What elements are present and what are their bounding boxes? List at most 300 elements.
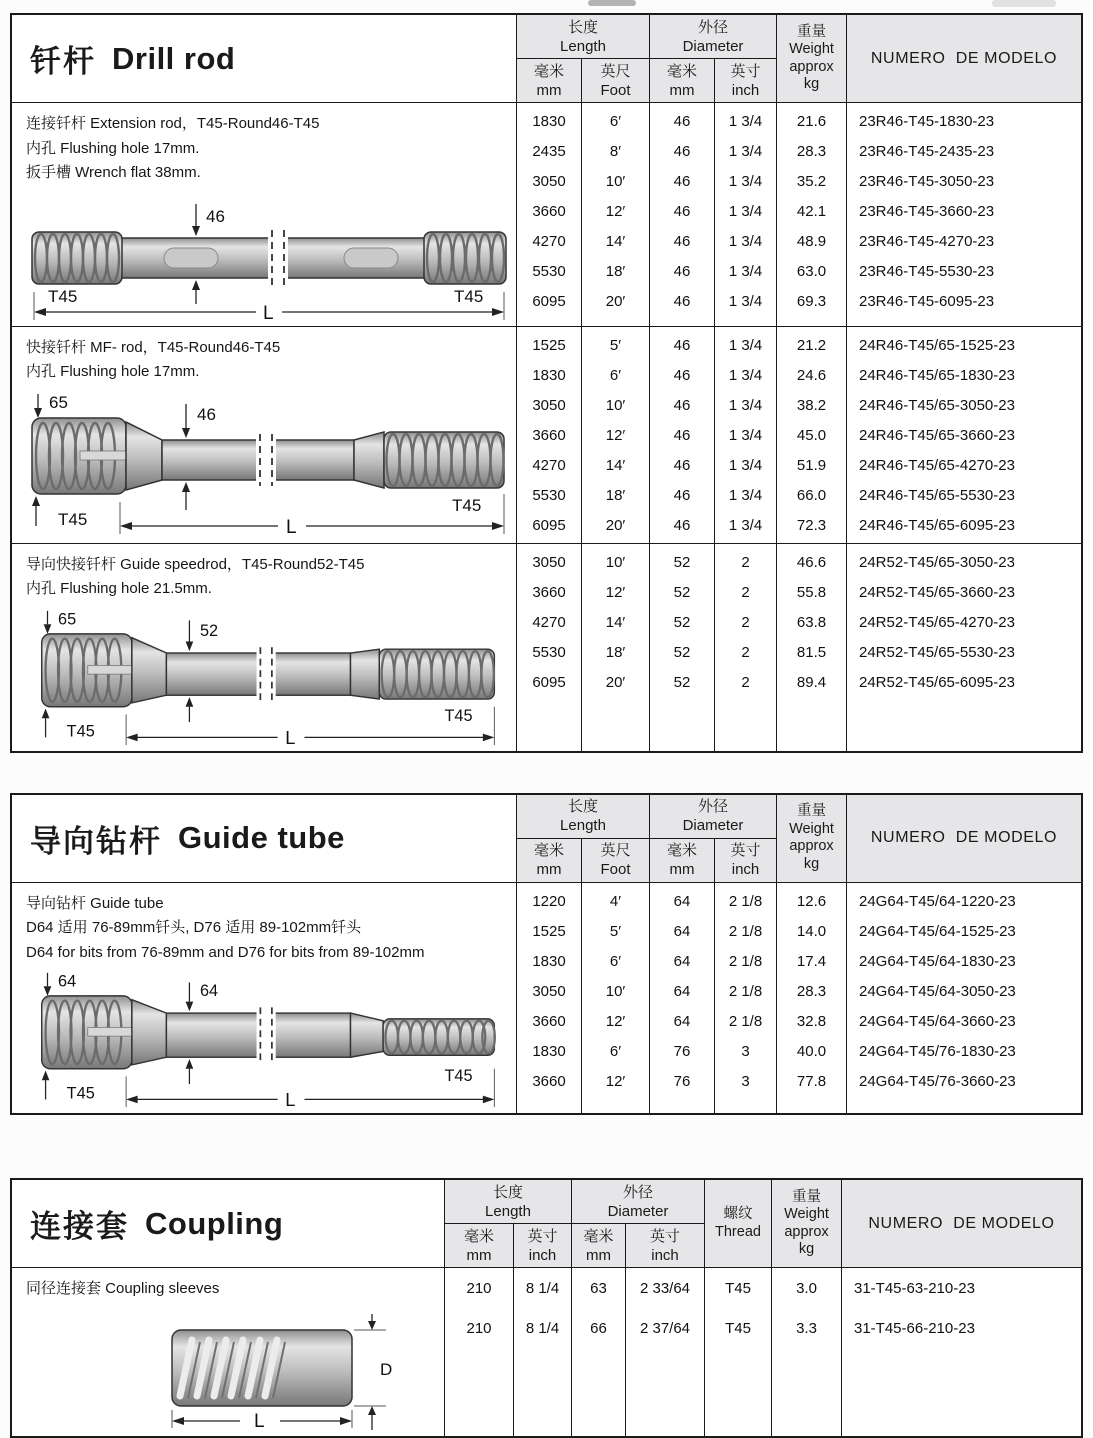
foot-subheader: [582, 59, 649, 102]
length-dimension: [126, 706, 494, 747]
value-cell: 14′: [605, 613, 626, 631]
guide-tube-description: [12, 883, 517, 1114]
outer-dimension: [34, 393, 68, 418]
data-column: [582, 103, 650, 326]
model-number-cell: 24G64-T45/76-1830-23: [859, 1042, 1016, 1060]
left-thread: [32, 232, 122, 284]
value-cell: 10′: [605, 173, 626, 190]
value-cell: 46: [673, 486, 691, 504]
length-dimension: [34, 292, 504, 324]
diameter-column-group: [572, 1180, 705, 1267]
mf-rod-block: [12, 327, 1081, 544]
value-cell: 6′: [609, 113, 622, 130]
value-cell: 64: [673, 892, 691, 910]
speedrod-block: [12, 544, 1081, 751]
drill-rod-header: [12, 15, 1081, 103]
value-cell: 76: [673, 1042, 691, 1060]
length-label-zh: 长度: [567, 18, 598, 36]
dia-dim-label: 52: [199, 621, 219, 640]
data-column: [650, 103, 715, 326]
value-cell: T45: [725, 1280, 751, 1297]
value-cell: 6′: [609, 1042, 622, 1060]
value-cell: 20′: [605, 293, 626, 310]
value-cell: 1830: [532, 113, 566, 130]
right-thread: [424, 232, 506, 284]
value-cell: 12′: [605, 203, 626, 220]
desc-line: D64 适用 76-89mm钎头, D76 适用 89-102mm钎头: [26, 919, 362, 936]
length-group-label: [517, 15, 649, 59]
value-cell: 46: [673, 396, 691, 414]
thread-label-right: T45: [452, 495, 482, 515]
value-cell: 14′: [605, 233, 626, 250]
value-cell: 1525: [532, 336, 566, 354]
outer-dimension: [44, 610, 77, 634]
model-column: [847, 883, 1081, 1114]
inch-zh: 英寸: [649, 1227, 680, 1245]
data-column: [445, 1268, 514, 1436]
value-cell: 51.9: [796, 456, 827, 474]
value-cell: 42.1: [796, 203, 827, 220]
mm-en: mm: [536, 861, 562, 878]
weight-header: [772, 1180, 842, 1267]
value-cell: 4270: [532, 233, 566, 250]
mf-rod-data: [517, 327, 1081, 543]
desc-line: 连接钎杆 Extension rod，T45-Round46-T45: [26, 115, 320, 132]
diameter-subheaders: [650, 839, 776, 882]
model-header: NUMERO DE MODELO: [868, 1214, 1055, 1232]
thread-zh: 螺纹: [723, 1206, 753, 1222]
coupling-title: [12, 1180, 445, 1267]
value-cell: 1 3/4: [728, 396, 763, 414]
inch-subheader: [715, 59, 776, 102]
value-cell: 52: [673, 583, 691, 601]
diameter-en: Diameter: [682, 817, 744, 834]
data-column: [715, 544, 777, 751]
value-cell: 35.2: [796, 173, 827, 190]
extension-rod-diagram: [28, 198, 510, 322]
value-cell: 2 1/8: [728, 982, 763, 1000]
value-cell: 4′: [609, 892, 622, 910]
value-cell: 1 3/4: [728, 336, 763, 354]
value-cell: 46: [673, 426, 691, 444]
value-cell: 5530: [532, 486, 566, 504]
length-column-group: [517, 795, 650, 882]
value-cell: 52: [673, 553, 691, 571]
section-title-en: Coupling: [145, 1205, 284, 1241]
value-cell: 48.9: [796, 233, 827, 250]
model-number-cell: 24R46-T45/65-1525-23: [859, 336, 1015, 354]
inch-subheader: [715, 839, 776, 882]
mm-zh: 毫米: [533, 842, 564, 859]
thread-label-left: T45: [48, 286, 78, 306]
model-column: [847, 327, 1081, 543]
guide-tube-block: [12, 883, 1081, 1114]
weight-en: Weight: [784, 1206, 829, 1222]
thread-left-label: [32, 496, 87, 529]
weight-zh: 重量: [797, 803, 826, 819]
value-cell: 3660: [532, 426, 566, 444]
model-number-cell: 23R46-T45-2435-23: [859, 143, 995, 160]
speedrod-description: [12, 544, 517, 751]
length-column-group: [445, 1180, 572, 1267]
coupling-diagram: [122, 1314, 412, 1432]
d-dim-label: D: [380, 1359, 393, 1379]
value-cell: 46: [673, 173, 691, 190]
length-group-label: [445, 1180, 571, 1224]
value-cell: 63: [590, 1280, 607, 1297]
value-cell: 2435: [532, 143, 566, 160]
data-column: [650, 544, 715, 751]
thread-label-right: T45: [444, 1067, 473, 1086]
outer-dim-label: 64: [58, 972, 77, 991]
value-cell: 66: [590, 1320, 607, 1337]
value-cell: 2 37/64: [639, 1320, 691, 1337]
data-column: [514, 1268, 572, 1436]
dia-dim-label: 64: [199, 981, 219, 1000]
value-cell: 81.5: [796, 643, 827, 661]
value-cell: 17.4: [796, 952, 827, 970]
section-title-en: Drill rod: [112, 40, 236, 76]
weight-en: Weight: [789, 41, 834, 57]
value-cell: 12′: [605, 1012, 626, 1030]
mm-zh: 毫米: [463, 1227, 494, 1245]
value-cell: T45: [725, 1320, 751, 1337]
extension-rod-description: [12, 103, 517, 326]
value-cell: 63.8: [796, 613, 827, 631]
inch-subheader: [514, 1224, 571, 1267]
length-label-zh: 长度: [567, 798, 598, 815]
value-cell: 46: [673, 233, 691, 250]
data-column: [517, 883, 582, 1114]
value-cell: 64: [673, 1012, 691, 1030]
data-column: [517, 327, 582, 543]
coupling-block: [12, 1268, 1081, 1436]
value-cell: 64: [673, 922, 691, 940]
value-cell: 46: [673, 293, 691, 310]
weight-approx: approx: [789, 838, 834, 854]
value-cell: 12′: [605, 426, 626, 444]
length-dimension: [126, 1069, 494, 1110]
model-number-cell: 24G64-T45/76-3660-23: [859, 1072, 1016, 1090]
value-cell: 2: [741, 673, 750, 691]
desc-line: 扳手槽 Wrench flat 38mm.: [26, 164, 201, 181]
diameter-zh: 外径: [697, 18, 728, 36]
value-cell: 3660: [532, 1012, 566, 1030]
value-cell: 3050: [532, 982, 566, 1000]
page-crop-artifact: [588, 0, 636, 6]
mm-subheader: [517, 839, 582, 882]
value-cell: 12.6: [796, 892, 827, 910]
value-cell: 10′: [605, 982, 626, 1000]
length-group-label: [517, 795, 649, 839]
value-cell: 18′: [605, 263, 626, 280]
value-cell: 8′: [609, 143, 622, 160]
diameter-subheaders: [572, 1224, 704, 1267]
model-number-cell: 24R46-T45/65-5530-23: [859, 486, 1015, 504]
diameter-column-group: [650, 15, 777, 102]
value-cell: 3.3: [796, 1320, 817, 1337]
length-dimension: [120, 494, 504, 538]
value-cell: 3660: [532, 583, 566, 601]
value-cell: 3660: [532, 203, 566, 220]
section-title-en: Guide tube: [178, 820, 345, 855]
value-cell: 2 33/64: [639, 1280, 691, 1297]
mm-en: mm: [669, 81, 695, 99]
length-dim-label: L: [286, 516, 297, 538]
value-cell: 21.2: [796, 336, 827, 354]
mm-subheader: [517, 59, 582, 102]
length-dimension: [172, 1410, 352, 1432]
value-cell: 2 1/8: [728, 922, 763, 940]
coupling-header: [12, 1180, 1081, 1268]
value-cell: 10′: [605, 396, 626, 414]
mm-subheader: [650, 59, 715, 102]
thread-header: [705, 1180, 772, 1267]
weight-kg: kg: [803, 855, 820, 872]
model-number-cell: 23R46-T45-4270-23: [859, 233, 995, 250]
model-number-cell: 24R46-T45/65-4270-23: [859, 456, 1015, 474]
length-subheaders: [517, 839, 649, 882]
value-cell: 18′: [605, 643, 626, 661]
length-dim-label: L: [254, 1410, 265, 1432]
weight-zh: 重量: [792, 1188, 821, 1205]
speedrod-diagram: [28, 607, 510, 747]
value-cell: 3660: [532, 1072, 566, 1090]
model-number-cell: 24R46-T45/65-6095-23: [859, 516, 1015, 534]
break-symbol: [257, 1007, 276, 1063]
inch-en: inch: [731, 81, 760, 99]
value-cell: 66.0: [796, 486, 827, 504]
thread-label-left: T45: [66, 721, 95, 740]
length-column-group: [517, 15, 650, 102]
value-cell: 2 1/8: [728, 892, 763, 910]
value-cell: 32.8: [796, 1012, 827, 1030]
coupling-table: [10, 1178, 1083, 1438]
model-number-cell: 23R46-T45-3050-23: [859, 173, 995, 190]
model-number-cell: 24R52-T45/65-4270-23: [859, 613, 1015, 631]
outer-dim-label: 65: [49, 392, 68, 412]
diameter-zh: 外径: [622, 1183, 653, 1201]
extension-rod-block: [12, 103, 1081, 327]
data-column: [650, 327, 715, 543]
value-cell: 46: [673, 366, 691, 384]
guide-tube-table: [10, 793, 1083, 1116]
coupling-sleeve: [172, 1330, 352, 1406]
weight-approx: approx: [789, 58, 834, 75]
weight-header: [777, 15, 847, 102]
model-number-cell: 23R46-T45-1830-23: [859, 113, 995, 130]
value-cell: 46.6: [796, 553, 827, 571]
value-cell: 2: [741, 583, 750, 601]
mf-rod-diagram: [28, 390, 510, 536]
thread-label-right: T45: [454, 286, 484, 306]
value-cell: 46: [673, 143, 691, 160]
model-header: NUMERO DE MODELO: [870, 829, 1058, 846]
diameter-subheaders: [650, 59, 776, 102]
thread-label-left: T45: [66, 1084, 95, 1103]
value-cell: 45.0: [796, 426, 827, 444]
guide-tube-title: [12, 795, 517, 882]
mm-zh: 毫米: [583, 1227, 614, 1245]
length-subheaders: [445, 1224, 571, 1267]
mm-en: mm: [466, 1246, 492, 1264]
value-cell: 18′: [605, 486, 626, 504]
value-cell: 5′: [609, 922, 622, 940]
model-column: [842, 1268, 1081, 1436]
model-header: NUMERO DE MODELO: [870, 49, 1058, 67]
break-symbol: [268, 230, 288, 286]
value-cell: 28.3: [796, 143, 827, 160]
value-cell: 46: [673, 203, 691, 220]
value-cell: 89.4: [796, 673, 827, 691]
value-cell: 3: [741, 1072, 750, 1090]
data-column: [772, 1268, 842, 1436]
weight-header: [777, 795, 847, 882]
value-cell: 63.0: [796, 263, 827, 280]
data-column: [650, 883, 715, 1114]
value-cell: 52: [673, 673, 691, 691]
coupling-data: [445, 1268, 1081, 1436]
diameter-column-group: [650, 795, 777, 882]
length-dim-label: L: [285, 727, 296, 748]
value-cell: 6′: [609, 366, 622, 384]
model-number-cell: 31-T45-66-210-23: [854, 1320, 975, 1337]
dia-dim-label: 46: [206, 206, 225, 226]
mm-zh: 毫米: [533, 62, 564, 80]
thread-left-label: [42, 708, 95, 740]
thread-en: Thread: [715, 1223, 761, 1240]
diameter-group-label: [650, 795, 776, 839]
data-column: [572, 1268, 626, 1436]
value-cell: 46: [673, 336, 691, 354]
value-cell: 5530: [532, 643, 566, 661]
desc-line: 快接钎杆 MF- rod，T45-Round46-T45: [26, 338, 281, 356]
desc-line: 内孔 Flushing hole 21.5mm.: [26, 580, 212, 597]
value-cell: 20′: [605, 516, 626, 534]
value-cell: 3050: [532, 173, 566, 190]
desc-line: 内孔 Flushing hole 17mm.: [26, 139, 200, 157]
value-cell: 12′: [605, 1072, 626, 1090]
length-dim-label: L: [263, 302, 274, 324]
diameter-group-label: [650, 15, 776, 59]
data-column: [517, 544, 582, 751]
data-column: [715, 883, 777, 1114]
value-cell: 38.2: [796, 396, 827, 414]
value-cell: 5′: [609, 336, 622, 354]
drill-rod-table: [10, 13, 1083, 753]
length-subheaders: [517, 59, 649, 102]
value-cell: 1830: [532, 1042, 566, 1060]
drill-rod-title: [12, 15, 517, 102]
coupling-end: [32, 418, 162, 494]
foot-subheader: [582, 839, 649, 882]
guide-tube-data: [517, 883, 1081, 1114]
foot-en: Foot: [600, 861, 631, 878]
value-cell: 6′: [609, 952, 622, 970]
value-cell: 64: [673, 982, 691, 1000]
model-number-cell: 24R46-T45/65-3050-23: [859, 396, 1015, 414]
data-column: [777, 327, 847, 543]
value-cell: 76: [673, 1072, 691, 1090]
value-cell: 5530: [532, 263, 566, 280]
value-cell: 1 3/4: [728, 113, 763, 130]
coupling-description: [12, 1268, 445, 1436]
value-cell: 1 3/4: [728, 143, 763, 160]
value-cell: 1220: [532, 892, 566, 910]
inch-en: inch: [651, 1246, 679, 1264]
value-cell: 64: [673, 952, 691, 970]
guide-tube-header: [12, 795, 1081, 883]
mm-zh: 毫米: [666, 842, 697, 859]
mm-zh: 毫米: [666, 62, 697, 80]
data-column: [777, 544, 847, 751]
value-cell: 55.8: [796, 583, 827, 601]
mm-subheader: [572, 1224, 626, 1267]
model-number-cell: 24R52-T45/65-5530-23: [859, 643, 1015, 661]
mm-en: mm: [586, 1246, 611, 1264]
guide-tube-diagram: [28, 969, 510, 1109]
value-cell: 1830: [532, 366, 566, 384]
weight-en: Weight: [789, 820, 834, 837]
value-cell: 10′: [605, 553, 626, 571]
section-title-zh: 导向钻杆: [30, 823, 162, 859]
right-thread: [351, 649, 495, 699]
outer-dimension: [44, 972, 77, 996]
speedrod-data: [517, 544, 1081, 751]
model-number-cell: 24G64-T45/64-1220-23: [859, 892, 1016, 910]
inch-en: inch: [528, 1246, 557, 1264]
model-number-cell: 24R52-T45/65-3050-23: [859, 553, 1015, 571]
length-label-en: Length: [560, 37, 606, 55]
right-thread: [354, 432, 504, 488]
value-cell: 2: [741, 613, 750, 631]
right-thread: [351, 1013, 495, 1057]
value-cell: 20′: [605, 673, 626, 691]
data-column: [777, 883, 847, 1114]
model-number-cell: 23R46-T45-3660-23: [859, 203, 995, 220]
length-dim-label: L: [285, 1090, 296, 1111]
data-column: [715, 327, 777, 543]
value-cell: 3.0: [796, 1280, 817, 1297]
model-number-cell: 24R52-T45/65-6095-23: [859, 673, 1015, 691]
diameter-en: Diameter: [682, 37, 744, 55]
model-column: [847, 103, 1081, 326]
value-cell: 6095: [532, 673, 566, 691]
model-number-cell: 24R52-T45/65-3660-23: [859, 583, 1015, 601]
value-cell: 4270: [532, 456, 566, 474]
mf-rod-description: [12, 327, 517, 543]
value-cell: 6095: [532, 293, 566, 310]
model-number-cell: 23R46-T45-5530-23: [859, 263, 995, 280]
value-cell: 8 1/4: [525, 1320, 560, 1337]
model-column: [847, 544, 1081, 751]
weight-kg: kg: [798, 1241, 815, 1257]
value-cell: 46: [673, 263, 691, 280]
value-cell: 1 3/4: [728, 366, 763, 384]
diameter-group-label: [572, 1180, 704, 1224]
value-cell: 210: [466, 1320, 492, 1337]
inch-en: inch: [731, 861, 760, 878]
data-column: [582, 544, 650, 751]
value-cell: 1 3/4: [728, 456, 763, 474]
desc-line: 同径连接套 Coupling sleeves: [26, 1280, 220, 1297]
mm-subheader: [445, 1224, 514, 1267]
inch-zh: 英寸: [527, 1227, 558, 1245]
value-cell: 40.0: [796, 1042, 827, 1060]
data-column: [777, 103, 847, 326]
value-cell: 1 3/4: [728, 516, 763, 534]
value-cell: 14′: [605, 456, 626, 474]
